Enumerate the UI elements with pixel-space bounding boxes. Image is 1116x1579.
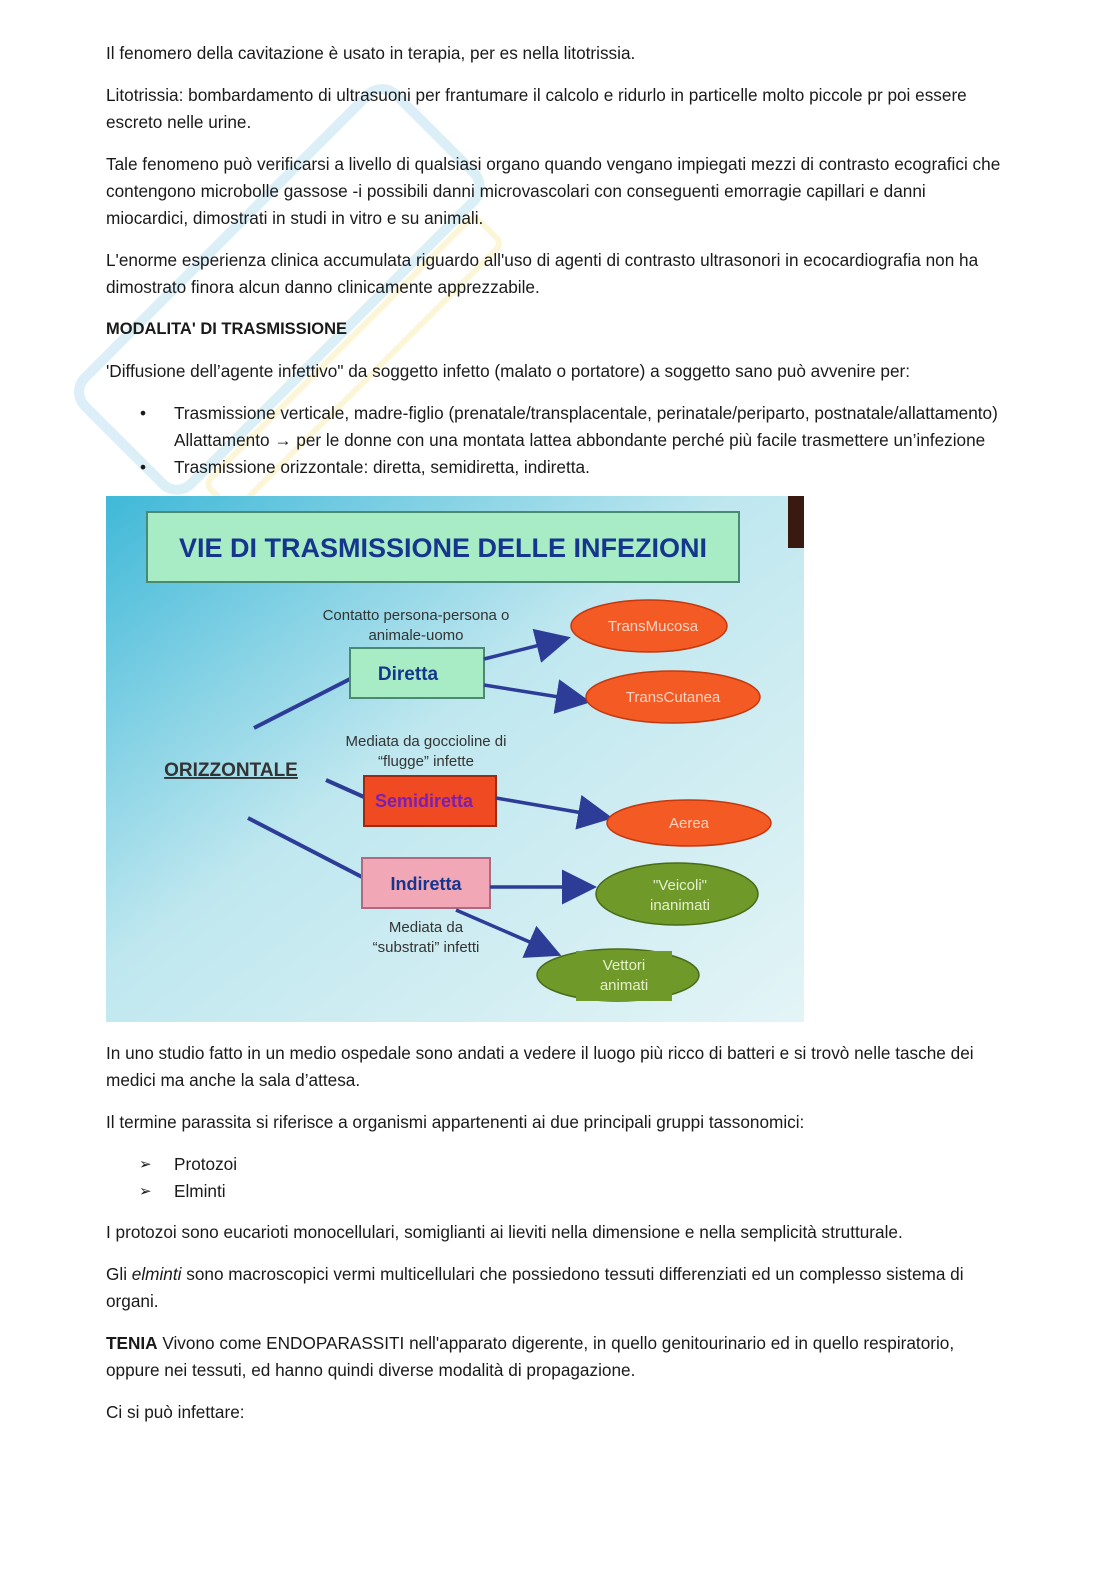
paragraph-cavitazione: Il fenomero della cavitazione è usato in terapia, per es nella litotrissia. xyxy=(106,43,636,63)
list-item-text: Elminti xyxy=(174,1181,226,1201)
paragraph-infettare: Ci si può infettare: xyxy=(106,1402,245,1422)
semidiretta-note-line2: “flugge” infette xyxy=(378,753,474,770)
arrow-bullet-icon: ➢ xyxy=(139,1156,152,1173)
aerea-label: Aerea xyxy=(668,815,710,832)
paragraph-esperienza: L'enorme esperienza clinica accumulata riguardo all'uso di agenti di contrasto ultrasonori in ecocardiografia non ha dimostrato finora alcun danno clinicamente apprezzabile. xyxy=(106,250,979,297)
bullet-text-verticale: Trasmissione verticale, madre-figlio (prenatale/transplacentale, perinatale/periparto, postnatale/allattamento) xyxy=(174,403,998,423)
vettori-label-line1: Vettori xyxy=(602,957,646,974)
right-arrow-icon: → xyxy=(274,430,292,450)
indiretta-label: Indiretta xyxy=(390,874,462,894)
semidiretta-label: Semidiretta xyxy=(374,791,474,811)
list-item-elminti xyxy=(106,1178,1006,1205)
paragraph-tenia xyxy=(106,1330,1006,1384)
transcutanea-label: TransCutanea xyxy=(625,689,721,706)
list-item-protozoi xyxy=(106,1151,1006,1178)
section-heading-trasmissione: MODALITA' DI TRASMISSIONE xyxy=(106,320,348,338)
paragraph-fenomeno: Tale fenomeno può verificarsi a livello di qualsiasi organo quando vengano impiegati mezzi di contrasto ecografici che contengono microbolle gassose -i possibili danni microvascolari con conseguenti emorragie capillari e danni miocardici, dimostrati in studi in vitro e su animali. xyxy=(106,154,1001,228)
elminti-text-b: sono macroscopici vermi multicellulari che possiedono tessuti differenziati ed un complesso sistema di organi. xyxy=(106,1264,964,1311)
diagram-root-orizzontale: ORIZZONTALE xyxy=(164,760,298,781)
paragraph-diffusione: 'Diffusione dell’agente infettivo" da soggetto infetto (malato o portatore) a soggetto sano può avvenire per: xyxy=(106,361,911,381)
parasite-groups-list xyxy=(106,1151,1006,1205)
paragraph-protozoi: I protozoi sono eucarioti monocellulari, somiglianti ai lieviti nella dimensione e nella semplicità strutturale. xyxy=(106,1222,903,1242)
transmucosa-label: TransMucosa xyxy=(607,618,699,635)
bullet-item-verticale xyxy=(106,400,1006,454)
diretta-note-line2: animale-uomo xyxy=(368,627,464,644)
elminti-emphasis: elminti xyxy=(131,1264,182,1284)
veicoli-label-line1: "Veicoli" xyxy=(652,877,708,894)
diagram-edge-dark xyxy=(788,496,804,548)
indiretta-note-line1: Mediata da xyxy=(388,919,464,936)
list-item-text: Protozoi xyxy=(174,1154,238,1174)
paragraph-elminti xyxy=(106,1261,1006,1315)
paragraph-litotrissia: Litotrissia: bombardamento di ultrasuoni per frantumare il calcolo e ridurlo in particelle molto piccole pr poi essere escreto nelle urine. xyxy=(106,85,967,132)
allattamento-text: per le donne con una montata lattea abbondante perché più facile trasmettere un’infezione xyxy=(296,430,986,450)
semidiretta-note-line1: Mediata da goccioline di xyxy=(345,733,507,750)
paragraph-studio-ospedale: In uno studio fatto in un medio ospedale sono andati a vedere il luogo più ricco di batteri e si trovò nelle tasche dei medici ma anche la sala d’attesa. xyxy=(106,1043,974,1090)
bullet-dot-icon: • xyxy=(140,457,147,477)
vettori-label-line2: animati xyxy=(599,977,649,994)
diagram-title: VIE DI TRASMISSIONE DELLE INFEZIONI xyxy=(178,533,708,563)
veicoli-label-line2: inanimati xyxy=(649,897,711,914)
transmission-diagram xyxy=(106,496,804,1022)
bullet-item-orizzontale xyxy=(106,454,1006,481)
arrow-bullet-icon: ➢ xyxy=(139,1183,152,1200)
veicoli-oval xyxy=(596,863,758,925)
document-page xyxy=(106,40,1006,1441)
bullet-list-trasmissione xyxy=(106,400,1006,481)
bullet-subtext-allattamento xyxy=(174,427,1006,454)
allattamento-label: Allattamento xyxy=(174,430,270,450)
bullet-dot-icon: • xyxy=(140,403,147,423)
diretta-label: Diretta xyxy=(377,664,439,685)
diagram-svg xyxy=(106,496,804,1022)
elminti-text-a: Gli xyxy=(106,1264,132,1284)
diretta-note-line1: Contatto persona-persona o xyxy=(322,607,510,624)
tenia-label: TENIA xyxy=(106,1333,158,1353)
indiretta-note-line2: “substrati” infetti xyxy=(372,939,480,956)
bullet-text-orizzontale: Trasmissione orizzontale: diretta, semidiretta, indiretta. xyxy=(174,457,590,477)
paragraph-parassita: Il termine parassita si riferisce a organismi appartenenti ai due principali gruppi tassonomici: xyxy=(106,1112,805,1132)
tenia-text: Vivono come ENDOPARASSITI nell'apparato digerente, in quello genitourinario ed in quello respiratorio, oppure nei tessuti, ed hanno quindi diverse modalità di propagazione. xyxy=(106,1333,955,1380)
